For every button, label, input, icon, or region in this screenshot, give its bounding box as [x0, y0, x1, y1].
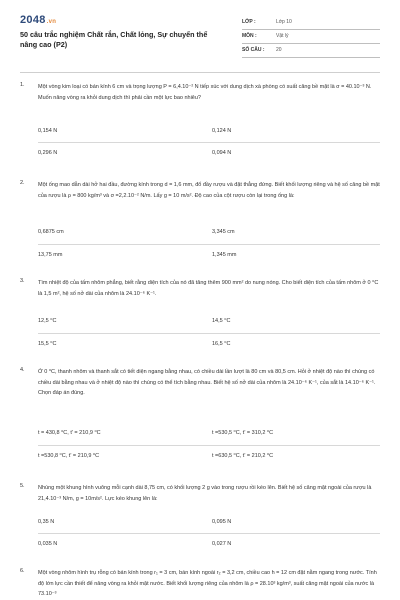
option-a[interactable]: 12,5 ⁰C [38, 318, 57, 324]
meta-table [242, 16, 380, 58]
meta-label-subject: MÔN : [242, 33, 257, 39]
question-text: Một ống mao dẫn dài hở hai đầu, đường kính trong d = 1,6 mm, đổ đầy rượu và đặt thẳng đứng. Biết khối lượng riêng và hệ số căng bề mặt của rượu là ρ = 800 kg/m³ và σ =2,2.10⁻² N/m. Lấy g = 10 m/s². Độ cao của cột rượu còn lại trong ống là: [38, 182, 380, 199]
question-text: Ở 0 ⁰C, thanh nhôm và thanh sắt có tiết diện ngang bằng nhau, có chiều dài lần lượt là 80 cm và 80,5 cm. Hỏi ở nhiệt độ nào thì chúng có chiều dài bằng nhau và ở nhiệt độ nào thì chúng có thể tích bằng nhau. Biết hệ số nở dài của nhôm là 24.10⁻⁶ K⁻¹, của sắt là 14.10⁻⁶ K⁻¹. Chọn đáp án đúng. [38, 369, 376, 396]
option-c[interactable]: t =530,8 ⁰C, t' = 210,9 ⁰C [38, 453, 100, 459]
option-c[interactable]: 15,5 ⁰C [38, 341, 57, 347]
question-number: 3. [20, 278, 25, 284]
option-b[interactable]: 0,124 N [212, 128, 232, 134]
option-divider [38, 445, 380, 446]
option-divider [38, 333, 380, 334]
question-text: Một vòng nhôm hình trụ rỗng có bán kính trong r₁ = 3 cm, bán kính ngoài r₂ = 3,2 cm, chiều cao h = 12 cm đặt nằm ngang trong nước. Tính độ lớn lực cần thiết để nâng vòng ra khỏi mặt nước. Biết khối lượng riêng của nhôm là ρ = 28.10³ kg/m³, suất căng mặt ngoài của nước là 73.10⁻³ [38, 570, 377, 597]
meta-label-class: LỚP : [242, 19, 256, 25]
option-d[interactable]: 16,5 ⁰C [212, 341, 231, 347]
question-text: Nhúng một khung hình vuông mỗi cạnh dài 8,75 cm, có khối lượng 2 g vào trong rượu rồi kéo lên. Biết hệ số căng mặt ngoài của rượu là 21,4.10⁻³ N/m, g = 10m/s². Lực kéo khung lên là: [38, 485, 372, 502]
option-b[interactable]: 0,095 N [212, 519, 232, 525]
meta-row-subject [242, 30, 380, 44]
question-text: Một vòng kim loại có bán kính 6 cm và trọng lượng P = 6,4.10⁻² N tiếp xúc với dung dịch xà phòng có suất căng bề mặt là σ = 40.10⁻³ N. Muốn nâng vòng ra khỏi dung dịch thì phải cần một lực bao nhiêu? [38, 84, 372, 101]
logo-text: 2048 [20, 14, 46, 26]
option-divider [38, 533, 380, 534]
meta-row-count [242, 44, 380, 58]
option-b[interactable]: 14,5 ⁰C [212, 318, 231, 324]
option-divider [38, 244, 380, 245]
document-title: 50 câu trắc nghiệm Chất rắn, Chất lỏng, Sự chuyển thể nâng cao (P2) [20, 30, 208, 49]
question-text: Tìm nhiệt độ của tấm nhôm phẳng, biết rằng diện tích của nó đã tăng thêm 900 mm² do nung nóng. Cho biết diện tích của tấm nhôm ở 0 ⁰C là 1,5 m², hệ số nở dài của nhôm là 24.10⁻⁶ K⁻¹. [38, 280, 379, 297]
option-c[interactable]: 0,296 N [38, 150, 58, 156]
header-divider [20, 72, 380, 73]
option-a[interactable]: 0,35 N [38, 519, 55, 525]
question-number: 4. [20, 367, 25, 373]
option-c[interactable]: 13,75 mm [38, 252, 63, 258]
question-number: 2. [20, 180, 25, 186]
question-number: 5. [20, 483, 25, 489]
logo-suffix: .vn [46, 19, 57, 25]
meta-value-subject: Vật lý [276, 33, 289, 39]
option-a[interactable]: 0,154 N [38, 128, 58, 134]
option-d[interactable]: 0,094 N [212, 150, 232, 156]
question-number: 6. [20, 568, 25, 574]
site-logo[interactable] [20, 14, 56, 26]
option-b[interactable]: t =530,5 ⁰C, t' = 310,2 ⁰C [212, 430, 274, 436]
meta-row-class [242, 16, 380, 30]
option-d[interactable]: t =630,5 ⁰C, t' = 210,2 ⁰C [212, 453, 274, 459]
option-d[interactable]: 0,027 N [212, 541, 232, 547]
option-c[interactable]: 0,035 N [38, 541, 58, 547]
question-number: 1. [20, 82, 25, 88]
meta-label-count: SỐ CÂU : [242, 47, 265, 53]
document-header [20, 14, 380, 66]
meta-value-class: Lớp 10 [276, 19, 292, 25]
option-d[interactable]: 1,345 mm [212, 252, 237, 258]
meta-value-count: 20 [276, 47, 282, 53]
option-divider [38, 142, 380, 143]
option-a[interactable]: t = 430,8 ⁰C, t' = 210,9 ⁰C [38, 430, 101, 436]
option-a[interactable]: 0,6875 cm [38, 229, 64, 235]
option-b[interactable]: 3,345 cm [212, 229, 235, 235]
